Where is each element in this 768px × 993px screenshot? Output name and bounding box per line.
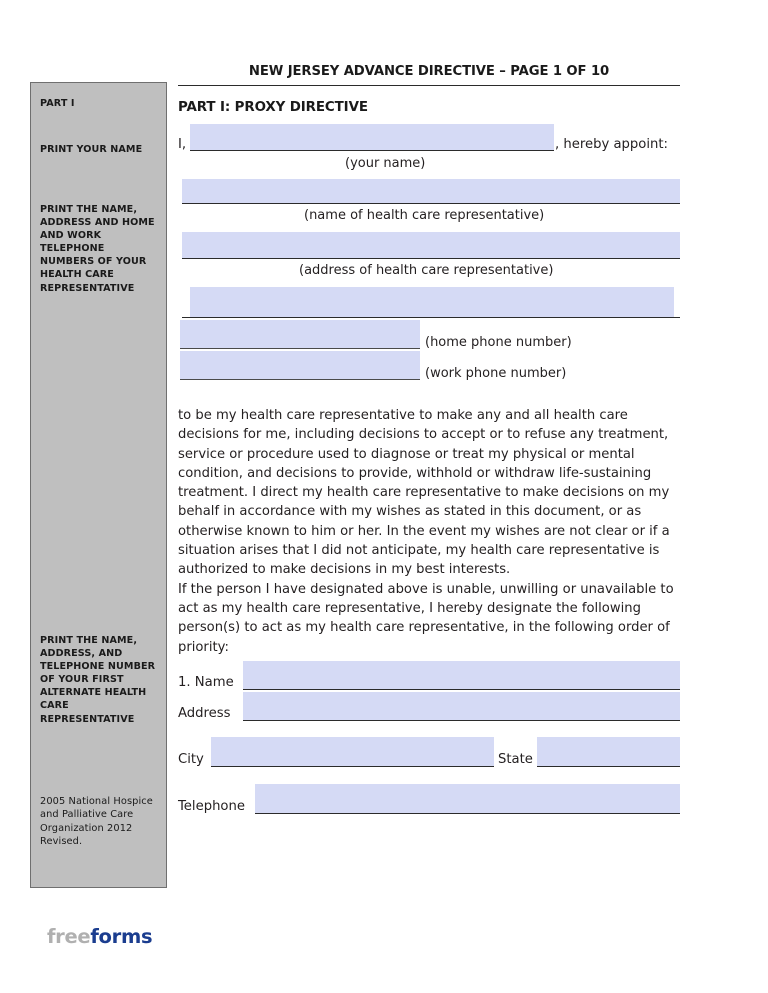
your-name-rule	[190, 150, 554, 151]
main-content	[178, 64, 680, 851]
alternate-name-label: 1. Name	[178, 674, 234, 690]
your-name-field[interactable]	[190, 124, 554, 150]
your-name-caption: (your name)	[345, 156, 426, 171]
alternate-telephone-field[interactable]	[255, 784, 680, 813]
alternate-city-field[interactable]	[211, 737, 494, 766]
home-phone-field[interactable]	[180, 320, 420, 348]
representative-address-caption: (address of health care representative)	[299, 263, 554, 278]
alternate-telephone-label: Telephone	[178, 798, 245, 814]
representative-name-field[interactable]	[182, 179, 680, 203]
logo-free-text: free	[47, 925, 91, 948]
representative-address-field[interactable]	[182, 232, 680, 258]
alternate-name-field[interactable]	[243, 661, 680, 689]
alternate-city-rule	[211, 766, 494, 767]
logo-forms-text: forms	[90, 925, 153, 948]
home-phone-caption: (home phone number)	[425, 335, 572, 350]
lead-i-label: I,	[178, 137, 187, 152]
margin-note-alternate-representative: PRINT THE NAME, ADDRESS, AND TELEPHONE NUMBER OF YOUR FIRST ALTERNATE HEALTH CARE REPRESENTATIVE	[40, 635, 156, 725]
work-phone-rule	[180, 379, 420, 380]
margin-note-copyright: 2005 National Hospice and Palliative Care Organization 2012 Revised.	[40, 796, 153, 848]
alternate-state-label: State	[498, 751, 533, 767]
representative-address-line2-rule	[182, 317, 680, 318]
hereby-appoint-label: , hereby appoint:	[555, 137, 668, 152]
representative-name-rule	[182, 203, 680, 204]
alternate-state-field[interactable]	[537, 737, 680, 766]
alternate-address-label: Address	[178, 705, 231, 721]
proxy-field-block	[178, 124, 680, 406]
part-heading: PART I: PROXY DIRECTIVE	[178, 100, 368, 115]
representative-name-caption: (name of health care representative)	[304, 208, 545, 223]
work-phone-caption: (work phone number)	[425, 366, 567, 381]
alternate-address-rule	[243, 720, 680, 721]
alternate-address-field[interactable]	[243, 692, 680, 720]
alternate-name-rule	[243, 689, 680, 690]
title-divider	[178, 85, 680, 86]
margin-note-representative-info: PRINT THE NAME, ADDRESS AND HOME AND WORK TELEPHONE NUMBERS OF YOUR HEALTH CARE REPRESENTATIVE	[40, 204, 155, 294]
alternate-city-label: City	[178, 751, 204, 767]
alternate-state-rule	[537, 766, 680, 767]
margin-note-print-your-name: PRINT YOUR NAME	[40, 144, 143, 155]
representative-address-line2-field[interactable]	[190, 287, 674, 317]
work-phone-field[interactable]	[180, 351, 420, 379]
alternate-representative-block	[178, 661, 680, 851]
alternate-telephone-rule	[255, 813, 680, 814]
margin-note-column	[30, 82, 167, 888]
page-title: NEW JERSEY ADVANCE DIRECTIVE – PAGE 1 OF 10	[248, 64, 610, 79]
freeforms-logo[interactable]	[47, 925, 152, 948]
home-phone-rule	[180, 348, 420, 349]
alternate-designation-paragraph: If the person I have designated above is unable, unwilling or unavailable to act as my health care representative, I hereby designate the following person(s) to act as my health care representative, in the following order of priority:	[178, 581, 674, 655]
proxy-authority-paragraph: to be my health care representative to make any and all health care decisions for me, including decisions to accept or to refuse any treatment, service or procedure used to diagnose or treat my physical or mental condition, and decisions to provide, withhold or withdraw life-sustaining treatment. I direct my health care representative to make decisions on my behalf in accordance with my wishes as stated in this document, or as otherwise known to him or her. In the event my wishes are not clear or if a situation arises that I did not anticipate, my health care representative is authorized to make decisions in my best interests.	[178, 408, 670, 578]
margin-note-part-i: PART I	[40, 98, 75, 109]
representative-address-rule	[182, 258, 680, 259]
